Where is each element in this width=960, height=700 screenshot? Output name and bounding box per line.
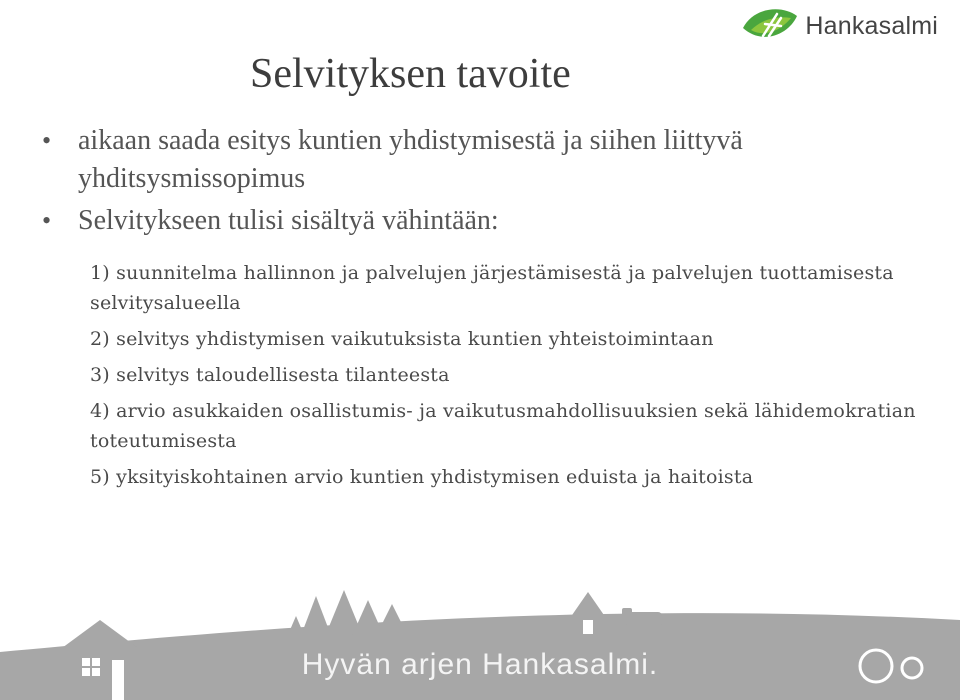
requirement-item: 5) yksityiskohtainen arvio kuntien yhdistymisen eduista ja haitoista xyxy=(90,466,754,488)
bullet-item xyxy=(40,202,940,240)
requirement-item: 2) selvitys yhdistymisen vaikutuksista kuntien yhteistoimintaan xyxy=(90,328,714,350)
hankasalmi-logo[interactable] xyxy=(741,6,938,46)
slide-title: Selvityksen tavoite xyxy=(250,51,571,97)
requirement-item: 4) arvio asukkaiden osallistumis- ja vaikutusmahdollisuuksien sekä lähidemokratian toteutumisesta xyxy=(90,400,916,452)
footer-landscape xyxy=(0,590,960,700)
requirements-list xyxy=(90,258,920,492)
bullet-dot-icon: • xyxy=(42,126,52,155)
bullet-item xyxy=(40,122,940,198)
requirement-item: 1) suunnitelma hallinnon ja palvelujen järjestämisestä ja palvelujen tuottamisesta selvitysalueella xyxy=(90,262,894,314)
bullet-text: Selvitykseen tulisi sisältyä vähintään: xyxy=(78,205,499,236)
bullet-list xyxy=(40,122,940,240)
hankasalmi-leaf-logo-icon xyxy=(741,6,799,46)
requirement-item: 3) selvitys taloudellisesta tilanteesta xyxy=(90,364,450,386)
bullet-dot-icon: • xyxy=(42,206,52,235)
church-icon xyxy=(570,592,606,636)
logo-text: Hankasalmi xyxy=(805,11,938,40)
footer-slogan: Hyvän arjen Hankasalmi. xyxy=(301,648,659,681)
bullet-text: aikaan saada esitys kuntien yhdistymisestä ja siihen liittyvä yhditsysmissopimus xyxy=(78,125,743,194)
